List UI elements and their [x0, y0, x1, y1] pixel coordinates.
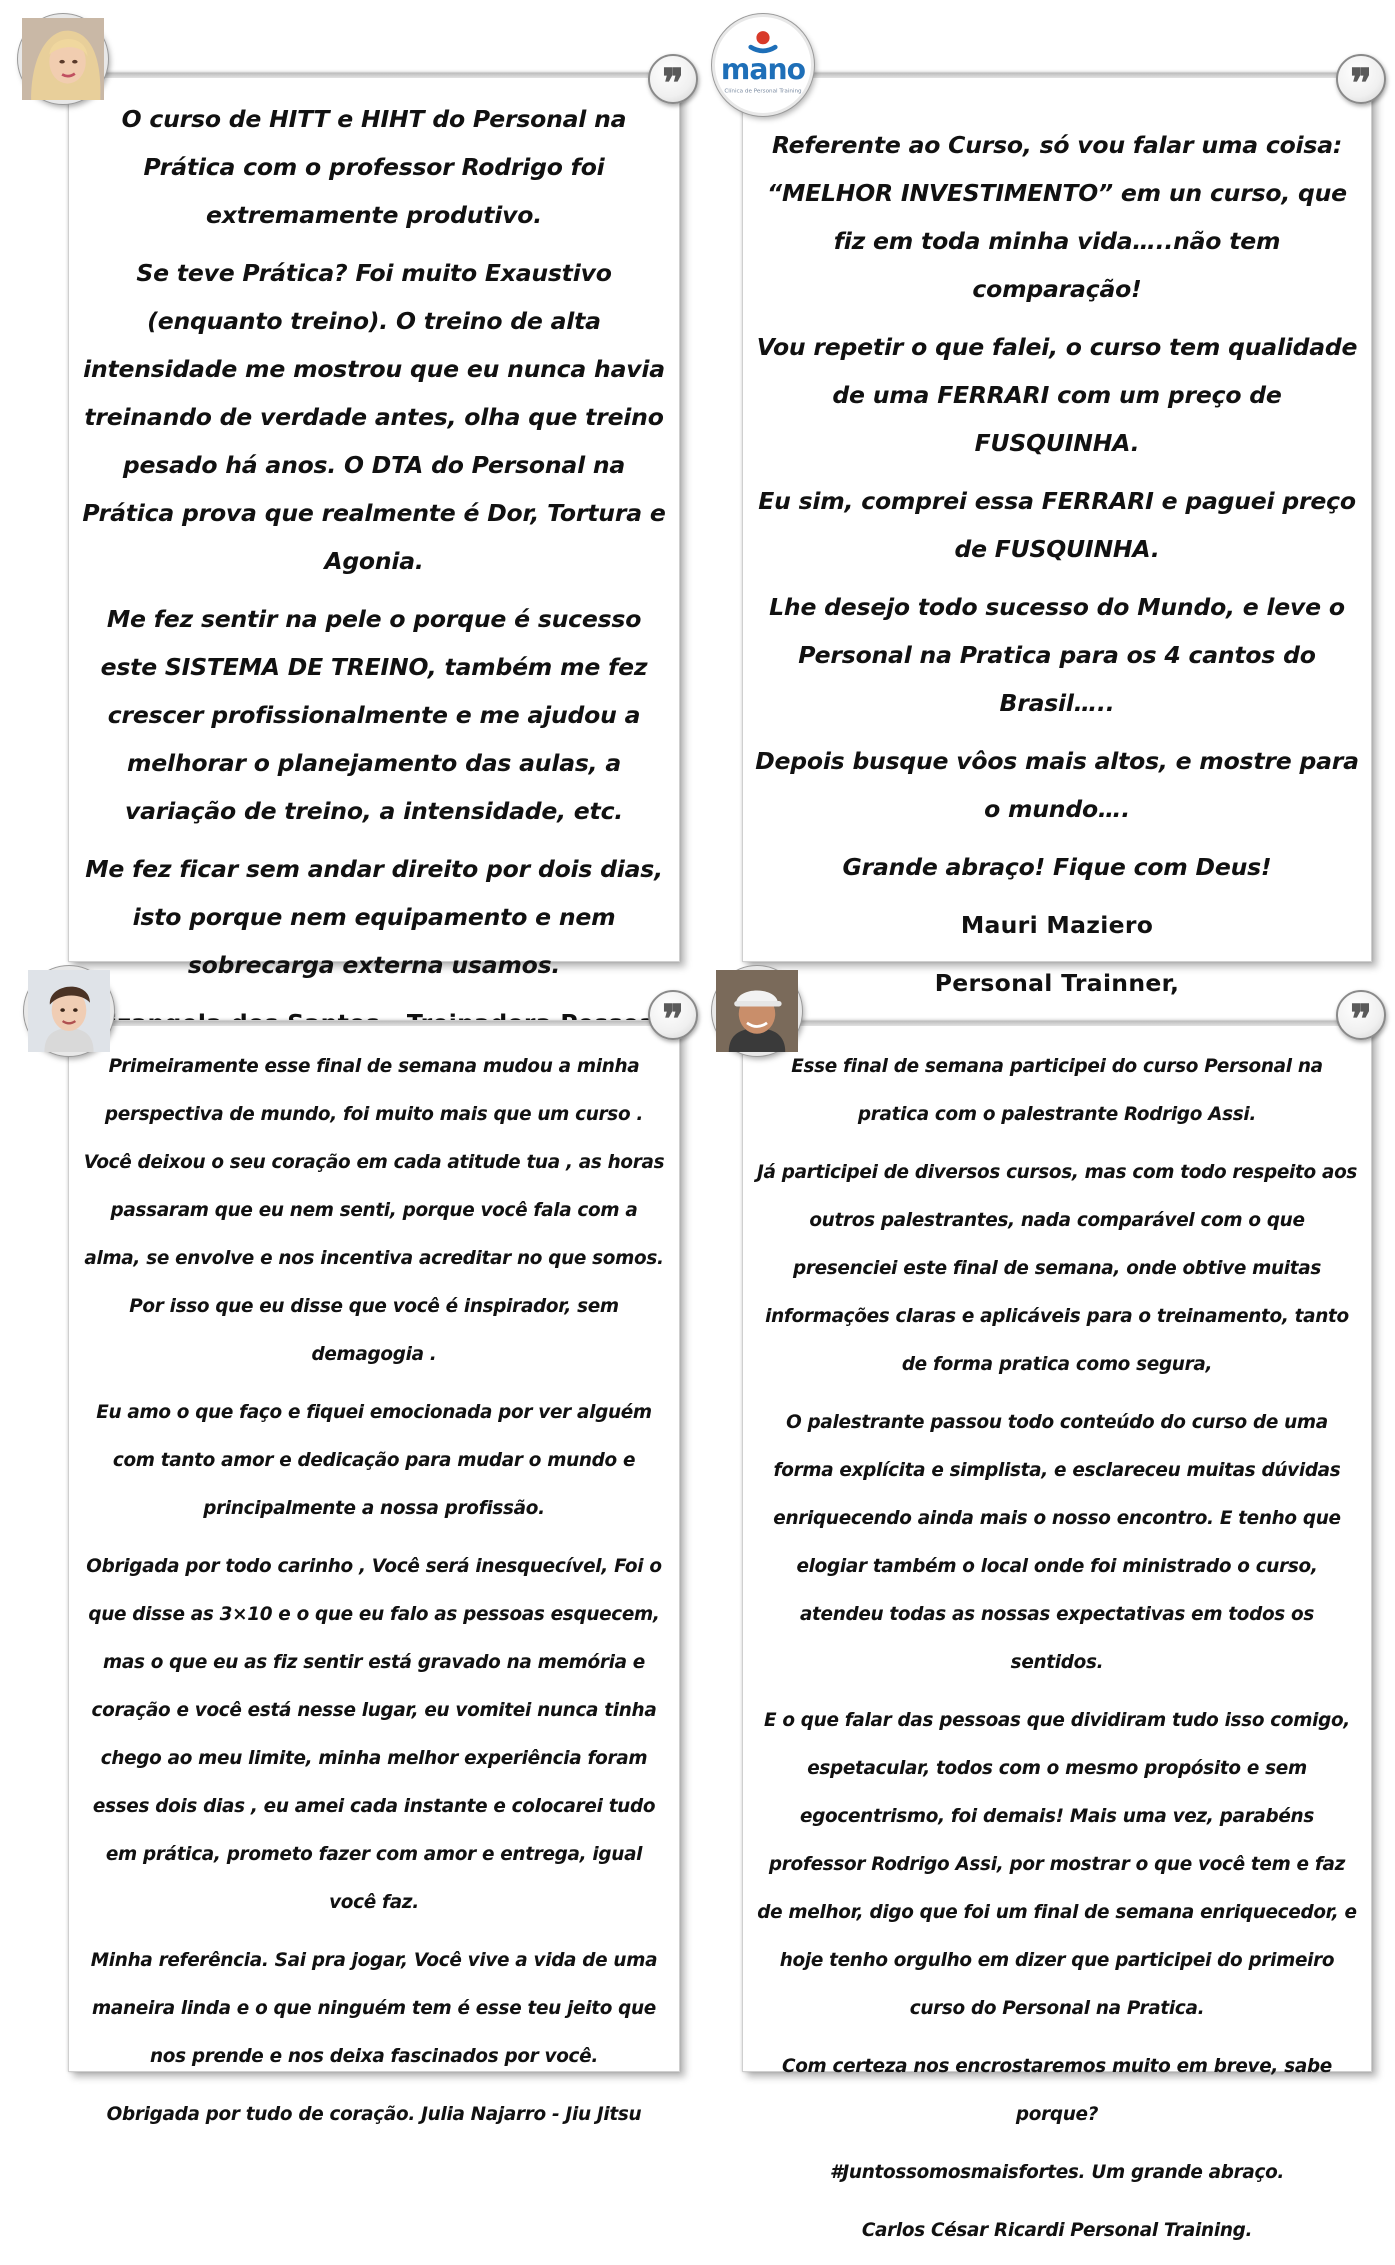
- logo-word: mano: [720, 53, 806, 87]
- testimonial-text: [81, 1043, 667, 2149]
- testimonial-signature: Obrigada por tudo de coração. Julia Najarro - Jiu Jitsu: [106, 2104, 642, 2125]
- card-top-rule: [69, 1021, 679, 1026]
- testimonial-card-julia: [68, 1020, 680, 2125]
- testimonial-paragraph: E o que falar das pessoas que dividiram tudo isso comigo, espetacular, todos com o mesmo propósito e sem egocentrismo, foi demais! Mais uma vez, parabéns professor Rodrigo Assi, por mostrar o que você tem e faz de melhor, digo que foi um final de semana enriquecedor, e hoje tenho orgulho em dizer que participei do primeiro curso do Personal na Pratica.: [757, 1710, 1357, 2019]
- signature-name: Mauri Maziero: [960, 911, 1154, 939]
- testimonial-paragraph: O palestrante passou todo conteúdo do curso de uma forma explícita e simplista, e esclareceu muitas dúvidas enriquecendo ainda mais o nosso encontro. E tenho que elogiar também o local onde foi ministrado o curso, atendeu todas as nossas expectativas em todos os sentidos.: [773, 1412, 1341, 1673]
- testimonial-paragraph: Depois busque vôos mais altos, e mostre para o mundo….: [755, 747, 1359, 823]
- testimonial-paragraph: Eu sim, comprei essa FERRARI e paguei preço de FUSQUINHA.: [758, 487, 1356, 563]
- testimonial-paragraph: Já participei de diversos cursos, mas com todo respeito aos outros palestrantes, nada comparável com o que presenciei este final de semana, onde obtive muitas informações claras e aplicáveis para o treinamento, tanto de forma pratica como segura,: [756, 1162, 1358, 1375]
- testimonial-paragraph: Esse final de semana participei do curso Personal na pratica com o palestrante Rodrigo Assi.: [791, 1056, 1323, 1125]
- testimonial-paragraph: Eu amo o que faço e fiquei emocionada por ver alguém com tanto amor e dedicação para mudar o mundo e principalmente a nossa profissão.: [96, 1402, 652, 1519]
- testimonial-paragraph: Se teve Prática? Foi muito Exaustivo (enquanto treino). O treino de alta intensidade me mostrou que eu nunca havia treinando de verdade antes, olha que treino pesado há anos. O DTA do Personal na Prática prova que realmente é Dor, Tortura e Agonia.: [82, 259, 666, 575]
- quote-mark-icon: ❞: [648, 990, 698, 1040]
- quote-mark-icon: ❞: [1336, 54, 1386, 104]
- signature-role: Personal Trainner,: [934, 969, 1180, 997]
- avatar-julia: [24, 966, 114, 1056]
- quote-mark-icon: ❞: [648, 54, 698, 104]
- avatar-photo-icon: [716, 970, 798, 1052]
- mano-logo-icon: [715, 17, 811, 113]
- testimonial-card-elizangela: [68, 72, 680, 979]
- testimonial-paragraph: Vou repetir o que falei, o curso tem qualidade de uma FERRARI com um preço de FUSQUINHA.: [756, 333, 1358, 457]
- testimonial-paragraph: Referente ao Curso, só vou falar uma coisa: “MELHOR INVESTIMENTO” em un curso, que fiz em toda minha vida…..não tem comparação!: [767, 131, 1347, 303]
- avatar-elizangela: [18, 14, 108, 104]
- testimonial-text: [81, 95, 667, 1057]
- avatar-carlos: [712, 966, 802, 1056]
- avatar-photo-icon: [22, 18, 104, 100]
- testimonial-card-mauri: [742, 72, 1372, 997]
- testimonial-text: [755, 121, 1359, 1075]
- testimonial-paragraph: Lhe desejo todo sucesso do Mundo, e leve o Personal na Pratica para os 4 cantos do Brasil…..: [769, 593, 1345, 717]
- logo-tagline: Clínica de Personal Training: [724, 88, 802, 95]
- testimonial-paragraph: #Juntossomosmaisfortes. Um grande abraço.: [829, 2162, 1285, 2183]
- card-top-rule: [69, 73, 679, 78]
- testimonial-paragraph: Grande abraço! Fique com Deus!: [842, 853, 1272, 881]
- testimonial-paragraph: Me fez ficar sem andar direito por dois dias, isto porque nem equipamento e nem sobrecarga externa usamos.: [85, 855, 663, 979]
- avatar-photo-icon: [28, 970, 110, 1052]
- testimonial-signature: Carlos César Ricardi Personal Training.: [861, 2220, 1253, 2241]
- testimonial-paragraph: Minha referência. Sai pra jogar, Você vive a vida de uma maneira linda e o que ninguém tem é esse teu jeito que nos prende e nos deixa fascinados por você.: [90, 1950, 658, 2067]
- card-top-rule: [743, 73, 1371, 78]
- testimonial-paragraph: Me fez sentir na pele o porque é sucesso este SISTEMA DE TREINO, também me fez crescer profissionalmente e me ajudou a melhorar o planejamento das aulas, a variação de treino, a intensidade, etc.: [100, 605, 648, 825]
- card-top-rule: [743, 1021, 1371, 1026]
- testimonial-paragraph: O curso de HITT e HIHT do Personal na Prática com o professor Rodrigo foi extremamente produtivo.: [121, 105, 627, 229]
- testimonial-paragraph: Obrigada por todo carinho , Você será inesquecível, Foi o que disse as 3×10 e o que eu falo as pessoas esquecem, mas o que eu as fiz sentir está gravado na memória e coração e você está nesse lugar, eu vomitei nunca tinha chego ao meu limite, minha melhor experiência foram esses dois dias , eu amei cada instante e colocarei tudo em prática, prometo fazer com amor e entrega, igual você faz.: [86, 1556, 662, 1913]
- testimonial-paragraph: Primeiramente esse final de semana mudou a minha perspectiva de mundo, foi muito mais que um curso . Você deixou o seu coração em cada atitude tua , as horas passaram que eu nem senti, porque você fala com a alma, se envolve e nos incentiva acreditar no que somos. Por isso que eu disse que você é inspirador, sem demagogia .: [83, 1056, 665, 1365]
- testimonial-text: [755, 1043, 1359, 2265]
- testimonial-paragraph: Com certeza nos encrostaremos muito em breve, sabe porque?: [782, 2056, 1332, 2125]
- testimonial-card-carlos: [742, 1020, 1372, 2241]
- mano-clinic-logo: [712, 14, 814, 116]
- quote-mark-icon: ❞: [1336, 990, 1386, 1040]
